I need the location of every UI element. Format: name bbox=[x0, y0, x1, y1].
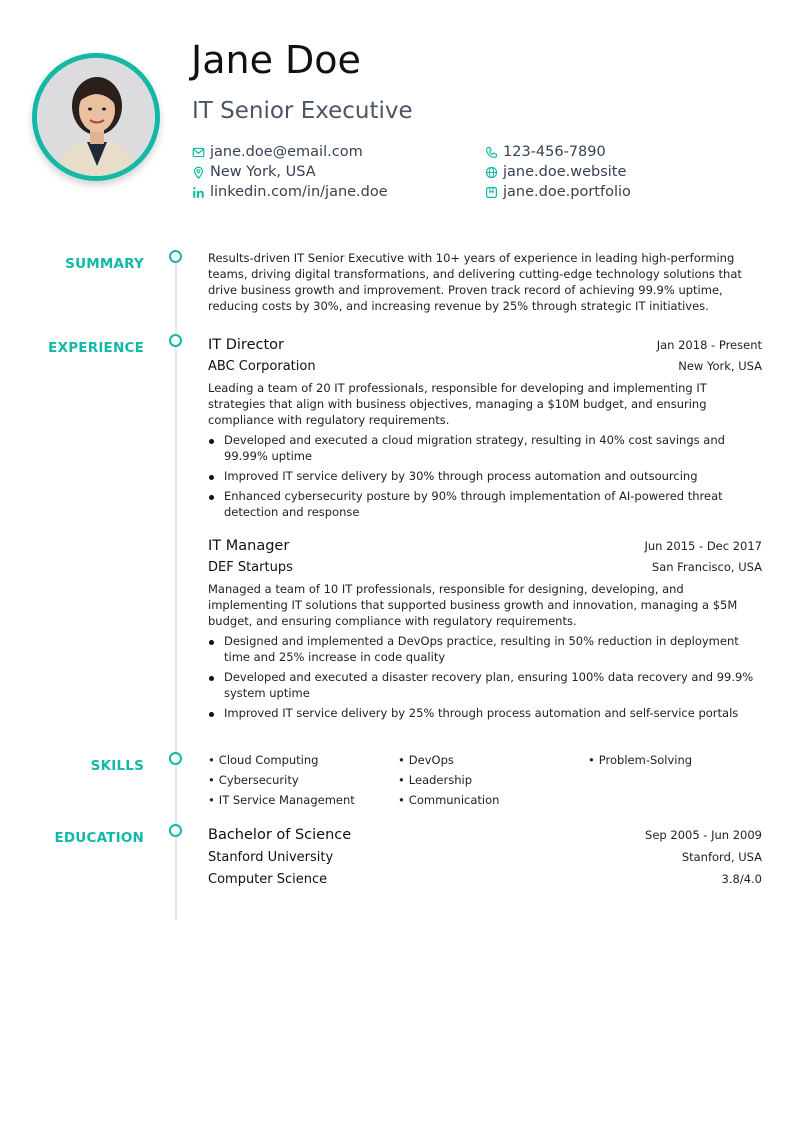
school: Stanford University bbox=[208, 850, 334, 865]
contact-phone-text: 123-456-7890 bbox=[503, 144, 606, 160]
portfolio-icon bbox=[485, 186, 498, 199]
job-location: San Francisco, USA bbox=[651, 560, 762, 574]
profile-photo bbox=[37, 58, 155, 176]
job-entry bbox=[208, 335, 762, 520]
job-company: ABC Corporation bbox=[208, 359, 316, 374]
education-heading: EDUCATION bbox=[54, 830, 144, 846]
mail-icon bbox=[192, 146, 205, 159]
contact-location bbox=[192, 162, 316, 182]
contact-website[interactable] bbox=[485, 162, 626, 182]
candidate-title: IT Senior Executive bbox=[192, 98, 413, 124]
contact-portfolio-text: jane.doe.portfolio bbox=[503, 184, 631, 200]
skill-item: • Problem-Solving bbox=[588, 752, 762, 768]
contact-email[interactable] bbox=[192, 142, 363, 162]
job-company: DEF Startups bbox=[208, 560, 293, 575]
contact-linkedin-text: linkedin.com/in/jane.doe bbox=[210, 184, 388, 200]
achievement-item: Improved IT service delivery by 30% through process automation and outsourcing bbox=[208, 468, 762, 484]
experience-heading: EXPERIENCE bbox=[48, 340, 144, 356]
achievement-item: Developed and executed a disaster recovery plan, ensuring 100% data recovery and 99.9% system uptime bbox=[208, 669, 762, 701]
skill-item: • Cybersecurity bbox=[208, 772, 398, 788]
linkedin-icon bbox=[192, 186, 205, 199]
summary-timeline-dot bbox=[169, 250, 182, 263]
skill-item: • DevOps bbox=[398, 752, 588, 768]
experience-timeline-dot bbox=[169, 334, 182, 347]
achievement-item: Improved IT service delivery by 25% through process automation and self-service portals bbox=[208, 705, 762, 721]
education-timeline-dot bbox=[169, 824, 182, 837]
contact-phone[interactable] bbox=[485, 142, 606, 162]
job-title: IT Director bbox=[208, 337, 284, 353]
summary-heading: SUMMARY bbox=[65, 256, 144, 272]
job-dates: Jun 2015 - Dec 2017 bbox=[644, 539, 762, 553]
gpa: 3.8/4.0 bbox=[721, 872, 762, 886]
skill-item: • IT Service Management bbox=[208, 792, 398, 808]
summary-text: Results-driven IT Senior Executive with 10+ years of experience in leading high-performing teams, driving digital transformations, and delivering cutting-edge technology solutions that drive business growth and improvement. Proven track record of achieving 99.9% uptime, reducing costs by 30%, and increasing revenue by 25% through strategic IT initiatives. bbox=[208, 251, 742, 313]
education-dates: Sep 2005 - Jun 2009 bbox=[645, 828, 762, 842]
profile-photo-ring bbox=[32, 53, 160, 181]
job-title: IT Manager bbox=[208, 538, 290, 554]
skills-heading: SKILLS bbox=[90, 758, 144, 774]
skills-timeline-dot bbox=[169, 752, 182, 765]
profile-photo-illustration bbox=[37, 58, 155, 176]
school-location: Stanford, USA bbox=[681, 850, 762, 864]
job-location: New York, USA bbox=[678, 359, 762, 373]
job-description: Leading a team of 20 IT professionals, responsible for developing and implementing IT strategies that align with business objectives, managing a $10M budget, and ensuring compliance with regulatory requirements. bbox=[208, 381, 707, 427]
job-description: Managed a team of 10 IT professionals, responsible for designing, developing, and implementing IT solutions that supported business growth and innovation, managing a $5M budget, and ensuring compliance with regulatory requirements. bbox=[208, 582, 738, 628]
field-of-study: Computer Science bbox=[208, 872, 328, 887]
job-achievements bbox=[208, 432, 762, 520]
skills-list bbox=[208, 752, 762, 808]
contact-website-text: jane.doe.website bbox=[503, 164, 627, 180]
skill-item: • Leadership bbox=[398, 772, 588, 788]
contact-email-text: jane.doe@email.com bbox=[210, 144, 363, 160]
globe-icon bbox=[485, 166, 498, 179]
skill-item: • Cloud Computing bbox=[208, 752, 398, 768]
education-section bbox=[208, 825, 762, 889]
achievement-item: Enhanced cybersecurity posture by 90% through implementation of AI-powered threat detection and response bbox=[208, 488, 762, 520]
job-achievements bbox=[208, 633, 762, 721]
job-dates: Jan 2018 - Present bbox=[656, 338, 762, 352]
timeline-line bbox=[175, 256, 177, 920]
experience-section bbox=[208, 335, 762, 725]
contact-portfolio[interactable] bbox=[485, 182, 631, 202]
degree: Bachelor of Science bbox=[208, 827, 352, 843]
contact-linkedin[interactable] bbox=[192, 182, 388, 202]
contact-location-text: New York, USA bbox=[210, 164, 316, 180]
candidate-name: Jane Doe bbox=[191, 38, 361, 82]
achievement-item: Developed and executed a cloud migration strategy, resulting in 40% cost savings and 99.99% uptime bbox=[208, 432, 762, 464]
achievement-item: Designed and implemented a DevOps practice, resulting in 50% reduction in deployment time and 25% increase in code quality bbox=[208, 633, 762, 665]
job-entry bbox=[208, 536, 762, 721]
skill-item: • Communication bbox=[398, 792, 588, 808]
phone-icon bbox=[485, 146, 498, 159]
summary-section bbox=[208, 250, 762, 314]
location-pin-icon bbox=[192, 166, 205, 179]
